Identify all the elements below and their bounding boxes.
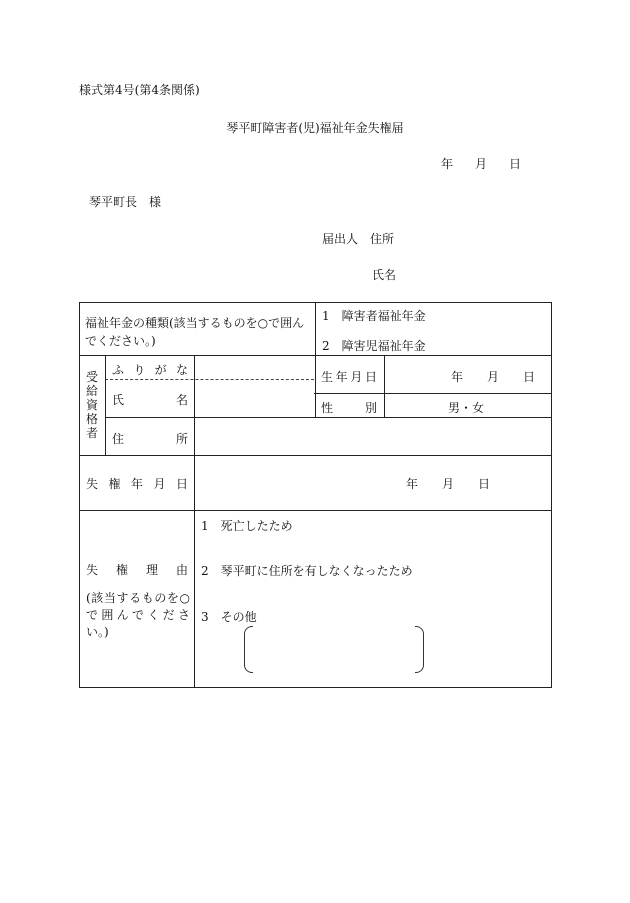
address-label: 住所: [370, 232, 395, 246]
loss-date-field[interactable]: [406, 475, 490, 492]
birth-date-label: 生 年 月 日: [321, 370, 377, 384]
other-reason-field[interactable]: [244, 626, 424, 673]
gender-options[interactable]: 男・女: [448, 401, 485, 415]
recipient-section-label: 受給資格者: [85, 370, 98, 440]
pension-option-disabled-person[interactable]: 1 障害者福祉年金: [322, 309, 426, 323]
right-bracket: [415, 626, 424, 673]
recipient-address-field[interactable]: [196, 419, 550, 454]
pension-type-label: 福祉年金の種類(該当するものを○で囲んでください。): [85, 316, 305, 348]
reason-option-moved-out[interactable]: 2 琴平町に住所を有しなくなったため: [201, 564, 413, 578]
left-bracket: [244, 626, 253, 673]
recipient-name-label: 氏 名: [112, 393, 188, 407]
document-title: 琴平町障害者(児)福祉年金失権届: [226, 121, 404, 135]
reason-option-other[interactable]: 3 その他: [201, 610, 257, 624]
furigana-field[interactable]: [196, 357, 313, 377]
date-day: 日: [509, 157, 522, 171]
birth-date-field[interactable]: [451, 368, 535, 385]
applicant-address-field[interactable]: [322, 230, 394, 247]
birth-month: 月: [487, 370, 500, 384]
form-number: 様式第4号(第4条関係): [79, 83, 200, 97]
loss-day: 日: [478, 477, 491, 491]
applicant-label: 届出人: [322, 232, 359, 246]
birth-day: 日: [523, 370, 536, 384]
loss-reason-label: 失 権 理 由: [86, 563, 188, 577]
reason-option-death[interactable]: 1 死亡したため: [201, 519, 293, 533]
name-label: 氏名: [372, 268, 397, 282]
pension-option-disabled-child[interactable]: 2 障害児福祉年金: [322, 339, 426, 353]
recipient-address-label: 住 所: [112, 432, 188, 446]
loss-year: 年: [406, 477, 419, 491]
loss-reason-note: (該当するものを○で囲んでください。): [86, 591, 190, 639]
gender-label: 性 別: [321, 401, 377, 415]
loss-month: 月: [442, 477, 455, 491]
date-year: 年: [441, 157, 454, 171]
applicant-name-field[interactable]: [372, 266, 396, 283]
furigana-label: ふ り が な: [112, 363, 188, 377]
date-month: 月: [475, 157, 488, 171]
recipient-name-field[interactable]: [196, 382, 313, 416]
addressee: 琴平町長 様: [89, 195, 162, 209]
birth-year: 年: [451, 370, 464, 384]
submission-date[interactable]: [441, 155, 521, 172]
loss-date-label: 失 権 年 月 日: [86, 477, 188, 491]
